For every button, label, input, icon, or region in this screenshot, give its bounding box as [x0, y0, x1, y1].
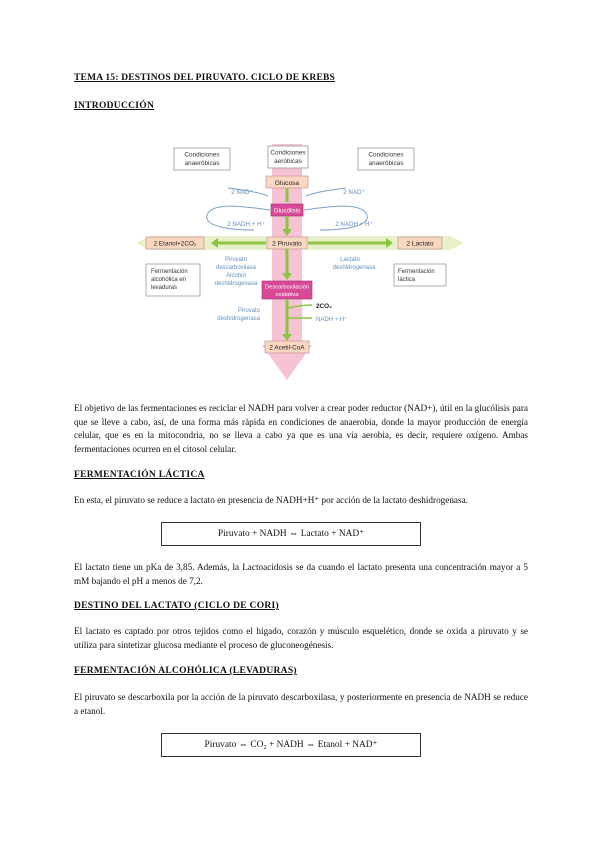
alcoholica-paragraph: El piruvato se descarboxila por la acción de la piruvato descarboxilasa, y posteriormente en presencia de NADH se reduce a etanol.	[74, 692, 528, 716]
glucolisis-label: Glucólisis	[273, 207, 301, 215]
svg-text:Condiciones: Condiciones	[270, 149, 306, 157]
cori-paragraph: El lactato es captado por otros tejidos como el hígado, corazón y músculo esquelético, donde se oxida a piruvato y se utiliza para sintetizar glucosa mediante el proceso de gluconeogénesis.	[74, 626, 528, 650]
svg-text:anaeróbicas: anaeróbicas	[368, 160, 404, 167]
page-title: TEMA 15: DESTINOS DEL PIRUVATO. CICLO DE KREBS	[74, 73, 336, 83]
intro-paragraph: El objetivo de las fermentaciones es reciclar el NADH para volver a crear poder reductor (NAD+), útil en la glucólisis para que se lleve a cabo, así, de una forma más rápida en condiciones de anaerobia, donde la mayor producción de energía celular, que es en la mitocondria, no se lleva a cabo ya que es una vía aerobia, es decir, requiere oxígeno. Ambas fermentaciones ocurren en el citosol celular.	[74, 403, 528, 454]
heading-ciclo-cori: DESTINO DEL LACTATO (CICLO DE CORI)	[74, 601, 280, 611]
nad-left-label: 2 NAD⁺	[231, 189, 253, 196]
svg-text:deshidrogenasa: deshidrogenasa	[217, 316, 260, 322]
svg-text:Lactato: Lactato	[340, 257, 360, 263]
heading-introduccion: INTRODUCCIÓN	[74, 101, 155, 111]
co2-label: 2CO₂	[316, 303, 332, 310]
svg-text:deshidrogenasa: deshidrogenasa	[332, 265, 376, 271]
svg-text:láctica: láctica	[398, 277, 416, 283]
nadh-small-label: NADH + H⁺	[316, 317, 348, 323]
svg-text:Piruvato: Piruvato	[237, 308, 260, 314]
svg-text:descarboxilasa: descarboxilasa	[215, 265, 257, 271]
etanol-label: 2 Etanol+2CO₂	[153, 240, 197, 248]
lactato-label: 2 Lactato	[406, 240, 434, 248]
svg-text:Piruvato: Piruvato	[224, 257, 248, 263]
svg-text:oxidativa: oxidativa	[275, 292, 299, 298]
nad-right-label: 2 NAD⁺	[343, 189, 365, 196]
nadh-left-label: 2 NADH + H⁺	[227, 221, 265, 228]
reaction-alcoholica-box: Piruvato ⇔ CO₂ + NADH ⇔ Etanol + NAD⁺	[161, 733, 421, 757]
svg-text:Alcohol: Alcohol	[226, 273, 246, 279]
cond-anaerobicas-left-line2: anaeróbicas	[184, 160, 220, 167]
nadh-right-label: 2 NADH + H⁺	[335, 221, 373, 228]
heading-fermentacion-lactica: FERMENTACIÓN LÁCTICA	[74, 470, 205, 480]
svg-text:Condiciones: Condiciones	[368, 151, 404, 159]
glucosa-label: Glucosa	[274, 180, 300, 187]
lactato-pka-paragraph: El lactato tiene un pKa de 3,85. Además, la Lactoacidosis se da cuando el lactato presenta una concentración mayor a 5 mM bajando el pH a menos de 7,2.	[74, 562, 528, 586]
svg-text:alcohólica en: alcohólica en	[151, 277, 187, 283]
cond-anaerobicas-left-line1: Condiciones	[184, 151, 220, 159]
svg-text:Fermentación: Fermentación	[151, 269, 188, 275]
piruvato-label: 2 Piruvato	[272, 240, 302, 248]
svg-text:deshidrogenasa: deshidrogenasa	[214, 281, 258, 287]
acetil-coa-label: 2 Acetil-CoA	[269, 344, 305, 352]
lactica-paragraph: En esta, el piruvato se reduce a lactato en presencia de NADH+H⁺ por acción de la lactato deshidrogenasa.	[74, 495, 468, 505]
svg-text:levaduras: levaduras	[151, 285, 178, 291]
svg-text:Fermentación: Fermentación	[398, 269, 435, 275]
pyruvate-fates-diagram	[132, 140, 472, 382]
svg-text:Descarboxilación: Descarboxilación	[264, 284, 310, 291]
heading-fermentacion-alcoholica: FERMENTACIÓN ALCOHÓLICA (LEVADURAS)	[74, 666, 297, 676]
reaction-lactica-box: Piruvato + NADH ⇔ Lactato + NAD⁺	[161, 522, 421, 546]
svg-text:aeróbicas: aeróbicas	[274, 158, 302, 165]
